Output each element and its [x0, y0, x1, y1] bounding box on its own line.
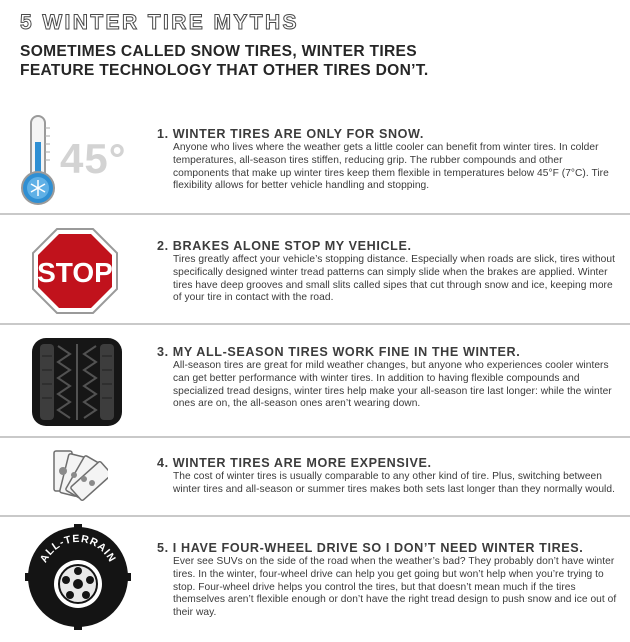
myth-5-title: 5. I HAVE FOUR-WHEEL DRIVE SO I DON’T NEED WINTER TIRES. [157, 541, 584, 555]
myth-2-title: 2. BRAKES ALONE STOP MY VEHICLE. [157, 239, 412, 253]
myth-3-title: 3. MY ALL-SEASON TIRES WORK FINE IN THE WINTER. [157, 345, 521, 359]
myth-2-body: Tires greatly affect your vehicle’s stopping distance. Especially when roads are slick, tires without specifically designed winter tread patterns can simply slide when the brakes are applied. Winter tires have deep grooves and small slits called sipes that cut through snow and ice, keeping more of your tire in contact with the road. [173, 254, 615, 304]
money-icon [50, 447, 108, 510]
myth-4-text [157, 455, 617, 497]
page-subtitle [20, 42, 620, 80]
page-title: 5 WINTER TIRE MYTHS [20, 11, 299, 34]
myth-1-title: 1. WINTER TIRES ARE ONLY FOR SNOW. [157, 127, 424, 141]
stop-sign-icon [31, 227, 119, 320]
subtitle-line-2: FEATURE TECHNOLOGY THAT OTHER TIRES DON’T. [20, 62, 429, 79]
myth-5-body: Ever see SUVs on the side of the road when the weather’s bad? They probably don’t have winter tires. In the winter, four-wheel drive can help you get going but won’t help when you’re trying to stop. Four-wheel drive helps you control the tires, but that doesn’t mean much if the tires themselves aren’t flexible enough or don’t have the right tread design to push snow and ice out of their way. [173, 556, 617, 619]
tire-tread-icon [30, 336, 124, 433]
stop-sign-text: STOP [37, 257, 113, 288]
divider [0, 323, 630, 325]
all-terrain-text: ALL-TERRAIN [37, 532, 119, 565]
divider [0, 436, 630, 438]
myth-3-text [157, 344, 617, 411]
myth-4-title: 4. WINTER TIRES ARE MORE EXPENSIVE. [157, 456, 432, 470]
myth-4-body: The cost of winter tires is usually comparable to any other kind of tire. Plus, switching between winter tires and all-season or summer tires makes both sets last longer than they normally would. [173, 471, 615, 495]
subtitle-line-1: SOMETIMES CALLED SNOW TIRES, WINTER TIRES [20, 43, 417, 60]
divider [0, 213, 630, 215]
thermometer-icon [14, 112, 60, 212]
all-terrain-tire-icon [25, 524, 131, 635]
temperature-label: 45° [60, 135, 127, 182]
divider [0, 515, 630, 517]
myth-5-text [157, 540, 617, 620]
myth-2-text [157, 238, 617, 305]
myth-1-text [157, 126, 617, 193]
header [20, 10, 620, 80]
myth-1-body: Anyone who lives where the weather gets a little cooler can benefit from winter tires. In colder temperatures, all-season tires stiffen, reducing grip. The rubber compounds and other components that make up winter tires keep them flexible in temperatures below 45°F (7°C). Tire flexibility allows for better vehicle handling and stopping. [173, 142, 609, 192]
myth-3-body: All-season tires are great for mild weather changes, but anyone who experiences cooler winters can get better performance with winter tires. In addition to having flexible compounds and specialized tread designs, winter tires help make your all-season tire last longer: while the winter ones are on, the all-season ones aren’t wearing down. [173, 360, 612, 410]
